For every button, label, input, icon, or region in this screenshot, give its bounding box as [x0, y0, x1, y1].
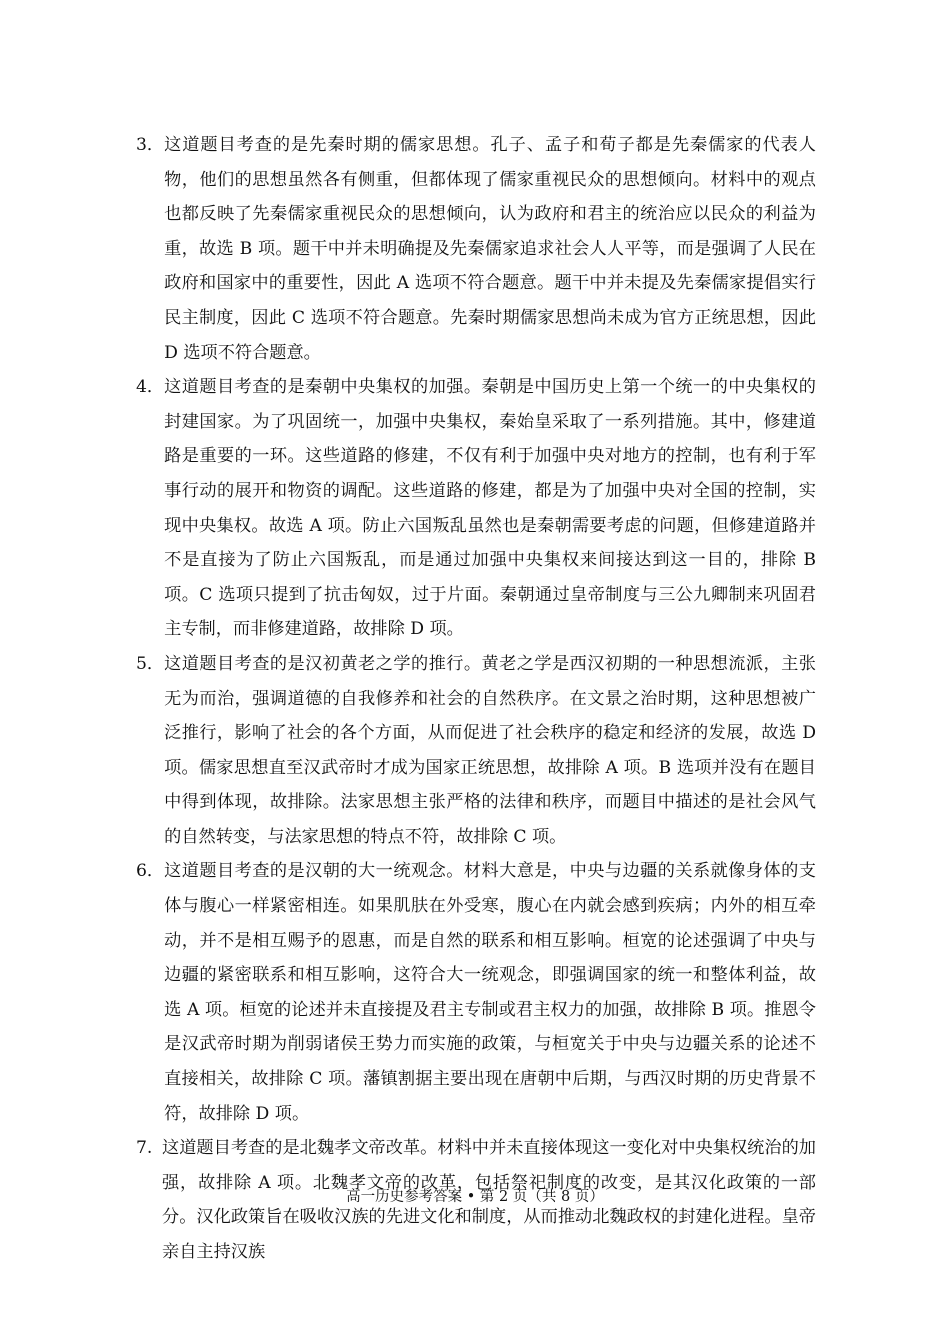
item-text: 这道题目考查的是汉初黄老之学的推行。黄老之学是西汉初期的一种思想流派，主张无为而治，强调道德的自我修养和社会的自然秩序。在文景之治时期，这种思想被广泛推行，影响了社会的各个方面，从而促进了社会秩序的稳定和经济的发展，故选 D 项。儒家思想直至汉武帝时才成为国家正统思想，故排除 A 项。B 选项并没有在题目中得到体现，故排除。法家思想主张严格的法律和秩序，而题目中描述的是社会风气的自然转变，与法家思想的特点不符，故排除 C 项。 — [164, 653, 816, 847]
answer-item-5 — [136, 647, 816, 855]
item-text: 这道题目考查的是汉朝的大一统观念。材料大意是，中央与边疆的关系就像身体的支体与腹心一样紧密相连。如果肌肤在外受寒，腹心在内就会感到疾病；内外的相互牵动，并不是相互赐予的恩惠，而是自然的联系和相互影响。桓宽的论述强调了中央与边疆的紧密联系和相互影响，这符合大一统观念，即强调国家的统一和整体利益，故选 A 项。桓宽的论述并未直接提及君主专制或君主权力的加强，故排除 B 项。推恩令是汉武帝时期为削弱诸侯王势力而实施的政策，与桓宽关于中央与边疆关系的论述不直接相关，故排除 C 项。藩镇割据主要出现在唐朝中后期，与西汉时期的历史背景不符，故排除 D 项。 — [164, 861, 816, 1124]
item-text: 这道题目考查的是北魏孝文帝改革。材料中并未直接体现这一变化对中央集权统治的加强，故排除 A 项。北魏孝文帝的改革，包括祭祀制度的改变，是其汉化政策的一部分。汉化政策旨在吸收汉族的先进文化和制度，从而推动北魏政权的封建化进程。皇帝亲自主持汉族 — [162, 1138, 816, 1262]
item-text: 这道题目考查的是秦朝中央集权的加强。秦朝是中国历史上第一个统一的中央集权的封建国家。为了巩固统一，加强中央集权，秦始皇采取了一系列措施。其中，修建道路是重要的一环。这些道路的修建，不仅有利于加强中央对地方的控制，也有利于军事行动的展开和物资的调配。这些道路的修建，都是为了加强中央对全国的控制，实现中央集权。故选 A 项。防止六国叛乱虽然也是秦朝需要考虑的问题，但修建道路并不是直接为了防止六国叛乱，而是通过加强中央集权来间接达到这一目的，排除 B 项。C 选项只提到了抗击匈奴，过于片面。秦朝通过皇帝制度与三公九卿制来巩固君主专制，而非修建道路，故排除 D 项。 — [164, 377, 816, 640]
item-number: 3． — [136, 135, 165, 155]
answer-item-4 — [136, 370, 816, 647]
answer-item-3 — [136, 128, 816, 370]
item-number: 5． — [136, 653, 165, 674]
item-number: 7. — [136, 1138, 153, 1159]
answer-list — [136, 128, 816, 1270]
item-text: 这道题目考查的是先秦时期的儒家思想。孔子、孟子和荀子都是先秦儒家的代表人物，他们的思想虽然各有侧重，但都体现了儒家重视民众的思想倾向。材料中的观点也都反映了先秦儒家重视民众的思想倾向，认为政府和君主的统治应以民众的利益为重，故选 B 项。题干中并未明确提及先秦儒家追求社会人人平等，而是强调了人民在政府和国家中的重要性，因此 A 选项不符合题意。题干中并未提及先秦儒家提倡实行民主制度，因此 C 选项不符合题意。先秦时期儒家思想尚未成为官方正统思想，因此 D 选项不符合题意。 — [164, 135, 816, 363]
page-footer: 高一历史参考答案 • 第 2 页（共 8 页） — [346, 1189, 604, 1205]
answer-item-6 — [136, 854, 816, 1131]
item-number: 4． — [136, 377, 165, 398]
item-number: 6． — [136, 861, 165, 882]
